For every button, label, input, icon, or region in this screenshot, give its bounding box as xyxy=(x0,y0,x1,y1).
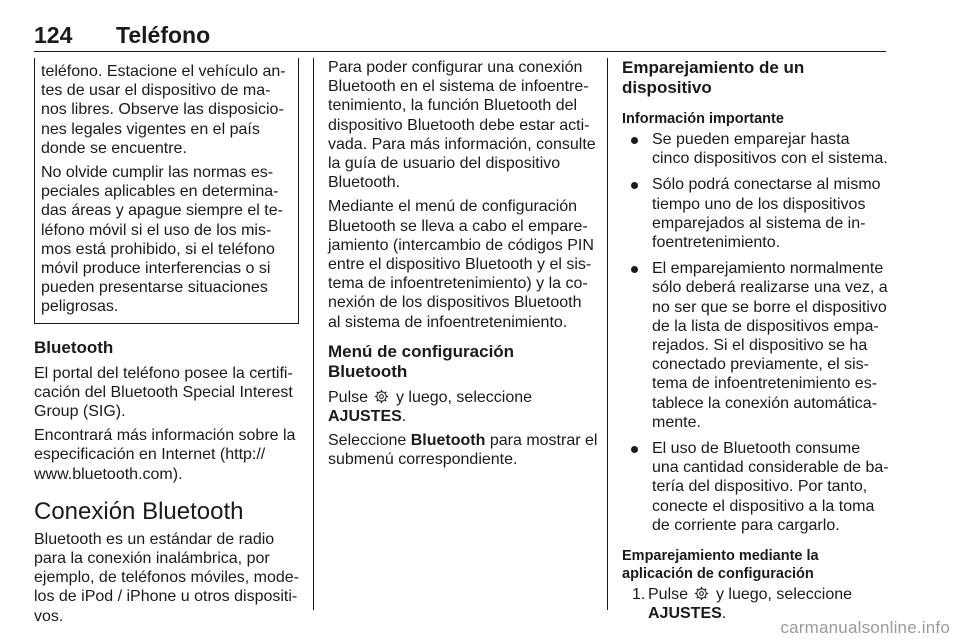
instruction-paragraph: Seleccione Bluetooth para mostrar el submenú correspondiente. xyxy=(328,432,598,469)
ajustes-label: AJUSTES xyxy=(648,605,722,623)
pairing-heading: Emparejamiento de un dispositivo xyxy=(622,58,805,97)
app-pairing-heading: Emparejamiento mediante la aplicación de configuración xyxy=(622,548,819,583)
section-heading: Conexión Bluetooth xyxy=(34,497,244,525)
list-item: El emparejamiento normalmente sólo deberá realizarse una vez, a no ser que se borre el dispositivo de la lista de dispositivos empa- rejados. Si el dispositivo se ha conectado previamente, el sis- tema de infoentretenimiento es- tablece la conexión automática- mente. xyxy=(622,259,888,432)
body-paragraph: Para poder configurar una conexión Bluetooth en el sistema de infoentre- tenimiento, la función Bluetooth del dispositivo Bluetooth debe estar acti- vada. Para más información, consulte la guía de usuario del dispositivo Bluetooth. xyxy=(328,59,596,192)
watermark: carmanualsonline.info xyxy=(780,618,950,637)
list-item: Sólo podrá conectarse al mismo tiempo uno de los dispositivos emparejados al sistema de in- foentretenimiento. xyxy=(622,175,888,252)
column-right xyxy=(622,58,888,623)
bullet-icon xyxy=(631,446,638,453)
settings-gear-icon xyxy=(694,586,709,601)
numbered-step: 1. Pulse y luego, seleccione AJUSTES. xyxy=(632,586,853,623)
body-paragraph: Bluetooth es un estándar de radio para la conexión inalámbrica, por ejemplo, de teléfonos móviles, mode- los de iPod / iPhone u otros dispositi- vos. xyxy=(34,530,300,625)
column-left xyxy=(34,58,298,631)
bullet-icon xyxy=(631,266,638,273)
column-divider xyxy=(313,58,314,610)
bluetooth-label: Bluetooth xyxy=(410,432,486,450)
column-middle xyxy=(328,58,598,475)
page-header xyxy=(34,22,886,52)
menu-heading: Menú de configuración Bluetooth xyxy=(328,341,515,381)
body-paragraph: El portal del teléfono posee la certifi- cación del Bluetooth Special Interest Group (SIG). xyxy=(34,364,293,421)
instruction-paragraph: Pulse y luego, seleccione AJUSTES. xyxy=(328,388,533,426)
settings-gear-icon xyxy=(374,389,389,404)
warning-box xyxy=(34,58,299,324)
page-title: Teléfono xyxy=(116,22,211,48)
list-item: Se pueden emparejar hasta cinco dispositivos con el sistema. xyxy=(622,130,888,168)
bullet-icon xyxy=(631,182,638,189)
bullet-list xyxy=(622,130,888,535)
body-paragraph: Mediante el menú de configuración Bluetooth se lleva a cabo el empare- jamiento (intercambio de códigos PIN entre el dispositivo Bluetooth y el sis- tema de infoentretenimiento) y la co- nexión de los dispositivos Bluetooth al sistema de infoentretenimiento. xyxy=(328,198,594,331)
page-number: 124 xyxy=(34,22,73,48)
list-item: El uso de Bluetooth consume una cantidad considerable de ba- tería del dispositivo. Por tanto, conecte el dispositivo a la toma de corriente para cargarlo. xyxy=(622,439,888,535)
bullet-icon xyxy=(631,137,638,144)
body-paragraph: Encontrará más información sobre la especificación en Internet (http:// www.bluetooth.com). xyxy=(34,427,296,483)
warning-paragraph: No olvide cumplir las normas es- peciales aplicables en determina- das áreas y apague siempre el te- léfono móvil si el uso de los mis- mos está prohibido, si el teléfono móvil produce interferencias o si pueden presentarse situaciones peligrosas. xyxy=(41,164,283,316)
warning-paragraph: teléfono. Estacione el vehículo an- tes de usar el dispositivo de ma- nos libres. Observe las disposicio- nes legales vigentes en el país donde se encuentre. xyxy=(41,63,286,157)
column-divider xyxy=(607,58,608,610)
bluetooth-heading: Bluetooth xyxy=(34,337,114,357)
step-number: 1. xyxy=(632,586,646,604)
info-heading: Información importante xyxy=(622,111,784,127)
ajustes-label: AJUSTES xyxy=(328,408,402,426)
